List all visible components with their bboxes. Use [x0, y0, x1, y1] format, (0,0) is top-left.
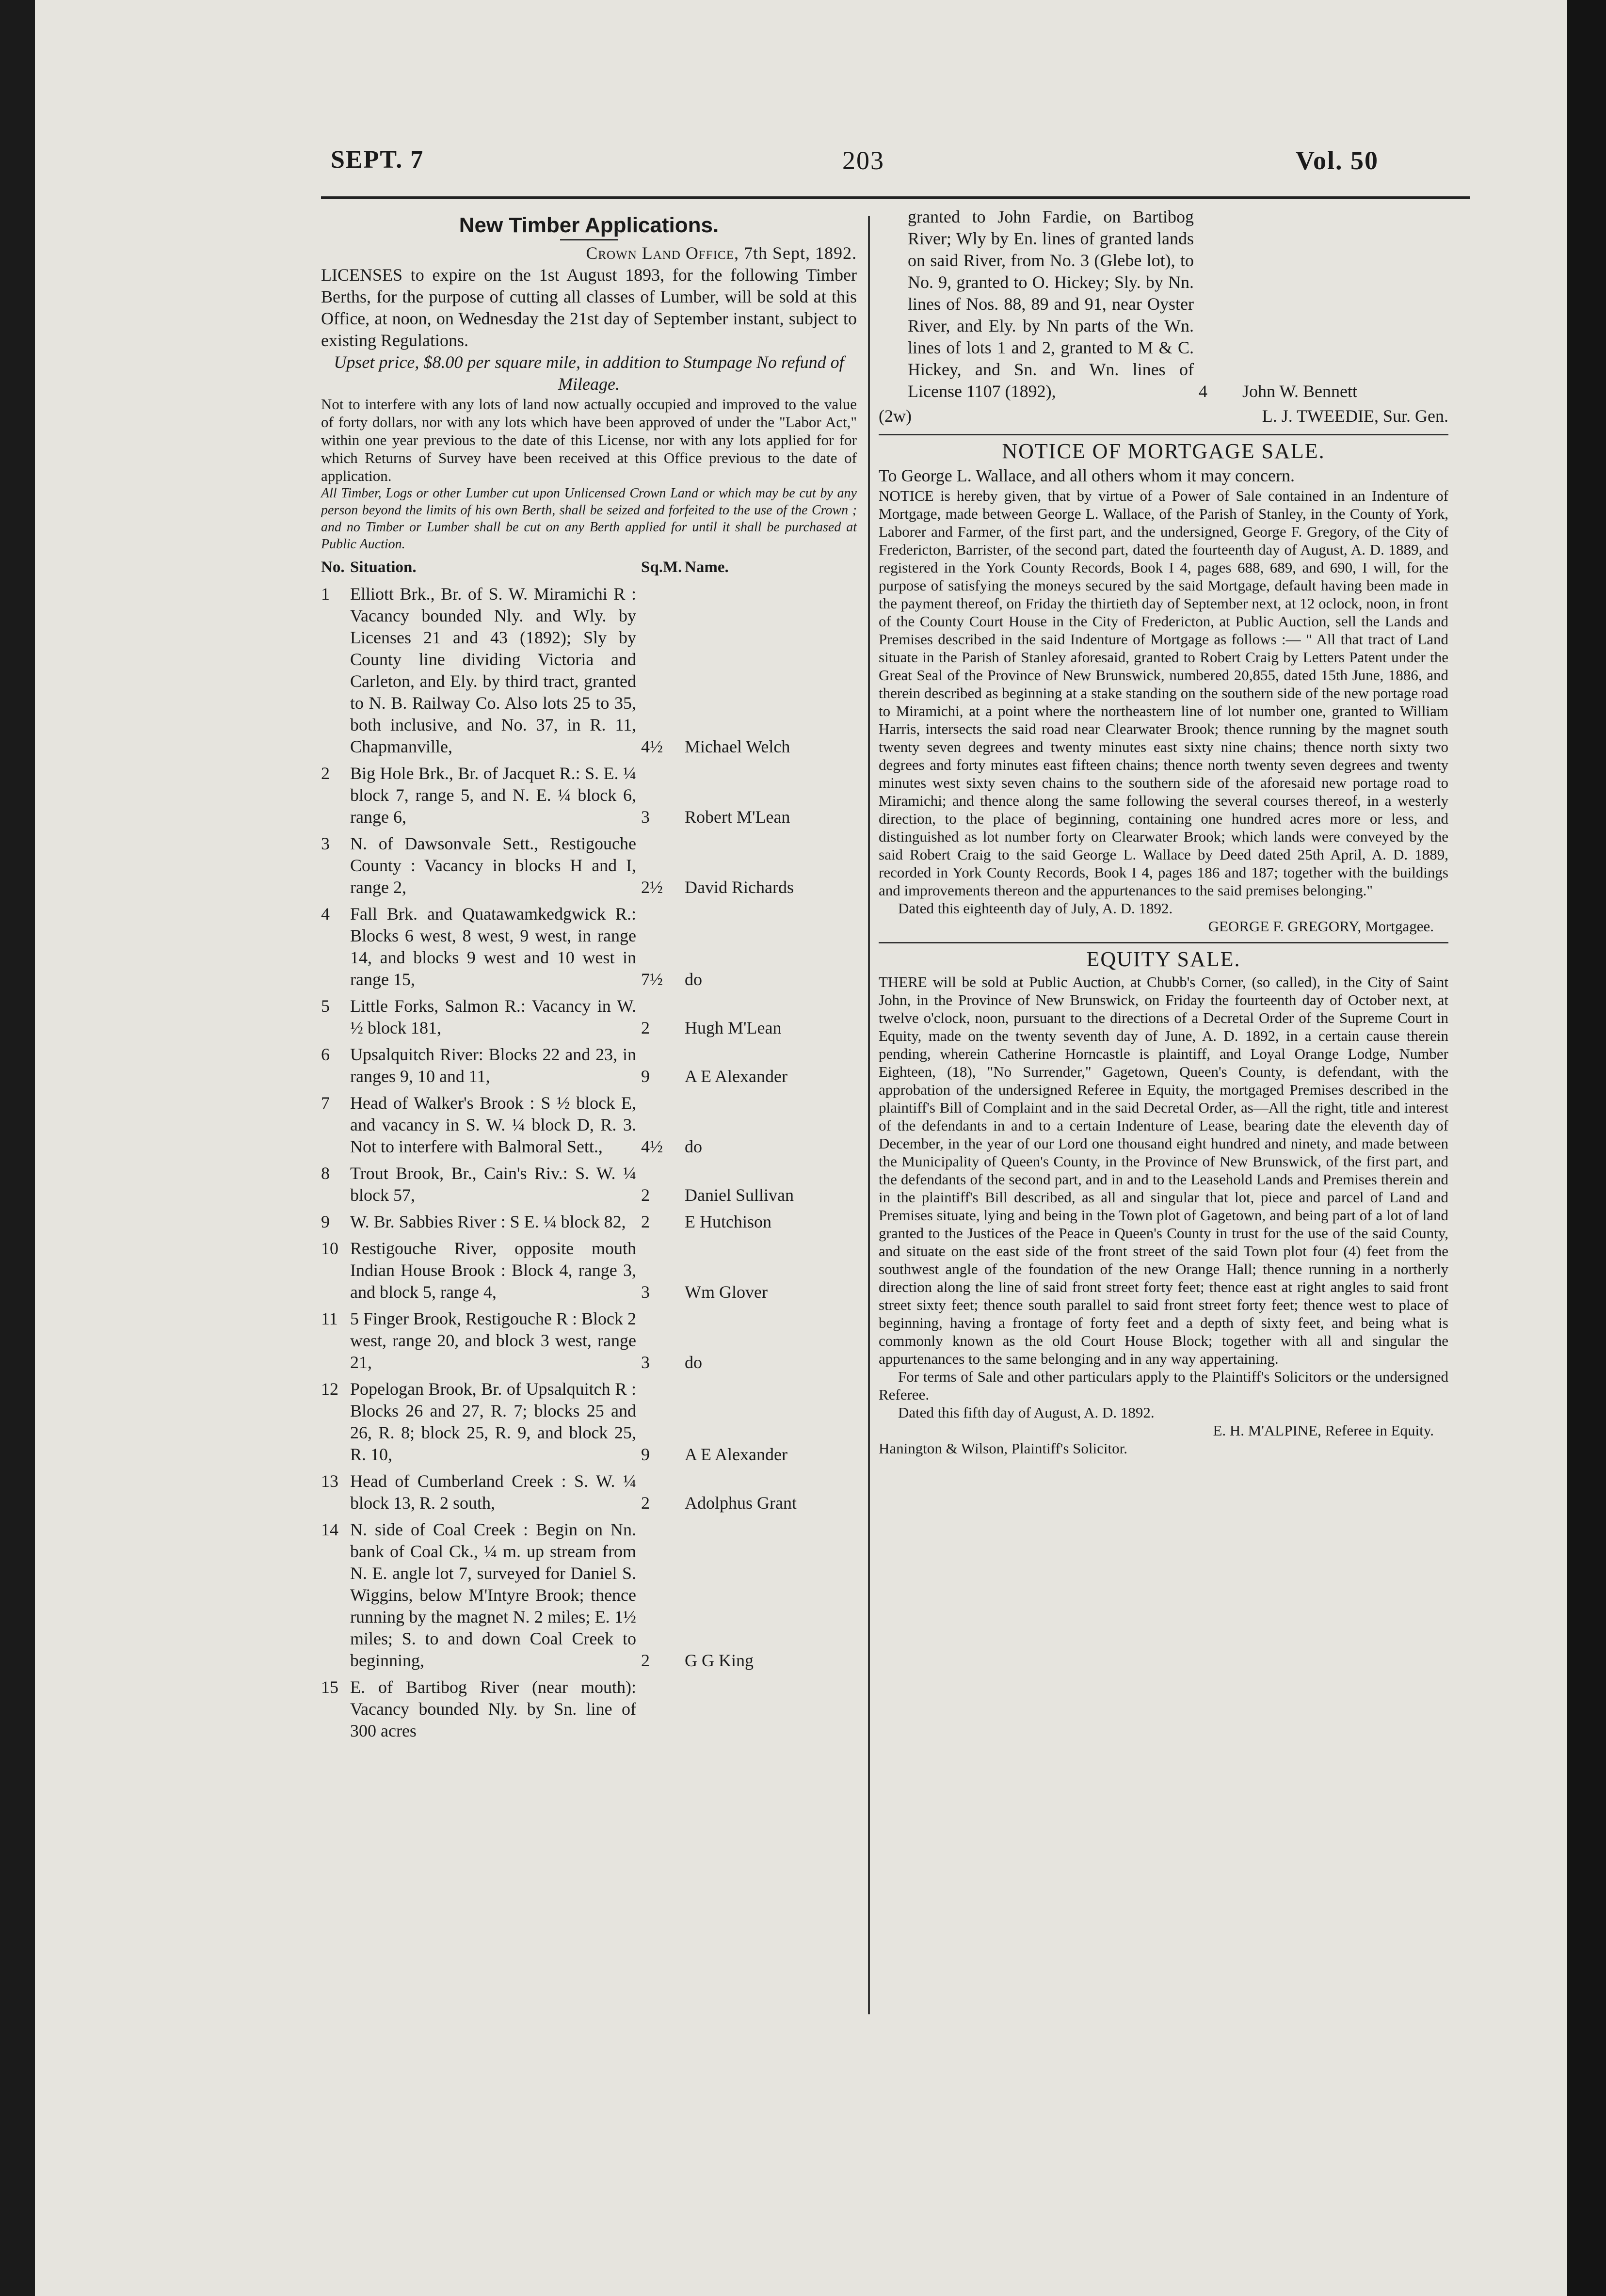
- col-no: No.: [321, 558, 345, 576]
- berth-sqm: 2: [641, 1212, 650, 1231]
- berth-name: A E Alexander: [685, 1445, 787, 1464]
- equity-terms: For terms of Sale and other particulars apply to the Plaintiff's Solicitors or the undersigned Referee.: [879, 1368, 1448, 1403]
- berth-situation: N. of Dawsonvale Sett., Restigouche County : Vacancy in blocks H and I, range 2,: [350, 834, 636, 897]
- berth-situation: Big Hole Brk., Br. of Jacquet R.: S. E. ¼ block 7, range 5, and N. E. ¼ block 6, range 6,: [350, 764, 636, 827]
- volume-number: Vol. 50: [1296, 146, 1379, 175]
- berth-situation: Elliott Brk., Br. of S. W. Miramichi R : Vacancy bounded Nly. and Wly. by Licenses 21 and 43 (1892); Sly by County line dividing Victoria and Carleton, and Ely. by third tract, granted to N. B. Railway Co. Also lots 25 to 35, both inclusive, and No. 37, in R. 11, Chapmanville,: [350, 584, 636, 756]
- header-date: SEPT. 7: [331, 146, 424, 174]
- berth-sqm: 2: [641, 1651, 650, 1670]
- title-rule: [560, 239, 618, 240]
- berth-name: do: [685, 1137, 702, 1156]
- berth-situation: Head of Cumberland Creek : S. W. ¼ block 13, R. 2 south,: [350, 1471, 636, 1513]
- berth-name: do: [685, 1353, 702, 1372]
- berth-row: [321, 995, 857, 1039]
- berth-name: Hugh M'Lean: [685, 1018, 782, 1037]
- berth-situation: Head of Walker's Brook : S ½ block E, and vacancy in S. W. ¼ block D, R. 3. Not to interfere with Balmoral Sett.,: [350, 1093, 636, 1156]
- berth-sqm: 2: [641, 1493, 650, 1513]
- berth-sqm: 9: [641, 1445, 650, 1464]
- berth-sqm: 4½: [641, 737, 663, 756]
- continuation-sqm: 4: [1199, 382, 1207, 401]
- timber-title: New Timber Applications.: [459, 213, 719, 237]
- berth-sqm: 2: [641, 1185, 650, 1205]
- berth-situation: Upsalquitch River: Blocks 22 and 23, in ranges 9, 10 and 11,: [350, 1045, 636, 1086]
- berth-number: 6: [321, 1045, 330, 1064]
- berth-row: [321, 1211, 857, 1233]
- berth-list: [321, 583, 857, 1742]
- berth-row: [321, 1378, 857, 1466]
- mortgage-to: To George L. Wallace, and all others whom it may concern.: [879, 466, 1295, 485]
- berth-number: 9: [321, 1212, 330, 1231]
- berth-row: [321, 1676, 857, 1742]
- berth-situation: W. Br. Sabbies River : S E. ¼ block 82,: [350, 1212, 626, 1231]
- dateline-date: 7th Sept, 1892.: [739, 243, 857, 263]
- mortgage-body: NOTICE is hereby given, that by virtue of a Power of Sale contained in an Indenture of Mortgage, made between George L. Wallace, of the Parish of Stanley, in the County of York, Laborer and Farmer, of the first part, and the undersigned, George F. Gregory, of the City of Fredericton, Barrister, of the second part, dated the fourteenth day of August, A. D. 1889, and registered in the York County Records, Book I 4, pages 688, 689, and 690, I will, for the purpose of satisfying the moneys secured by the said Mortgage, default having been made in the payment thereof, on Friday the thirtieth day of September next, at 12 oclock, noon, in front of the County Court House in the City of Fredericton, at Public Auction, sell the Lands and Premises described in the said Indenture of Mortgage as follows :— " All that tract of Land situate in the Parish of Stanley aforesaid, granted to Robert Craig by Letters Patent under the Great Seal of the Province of New Brunswick, numbered 20,855, dated 15th June, 1886, and therein described as beginning at a stake standing on the southern side of the new portage road to Miramichi, at a point where the northeastern line of lot number one, granted to William Harris, intersects the said road near Clearwater Brook; thence running by the magnet south twenty seven degrees and twenty minutes east sixty nine chains; thence north sixty two degrees and forty minutes east fifteen chains; thence north twenty seven degrees and twenty minutes west sixty seven chains to the southern side of the aforesaid new portage road to Miramichi; and thence along the same following the several courses thereof, in a westerly direction, to the place of beginning, containing one hundred acres more or less, and distinguished as lot number forty on Clearwater Brook; which lands were conveyed by the said Robert Craig to the said George L. Wallace by Deed dated 25th April, A. D. 1889, recorded in York County Records, Book I 4, pages 186 and 187; together with the buildings and improvements thereon and the appurtenances to the said premises belonging.": [879, 487, 1448, 899]
- surveyor-general: L. J. TWEEDIE, Sur. Gen.: [1262, 406, 1448, 426]
- berth-name: Michael Welch: [685, 737, 790, 756]
- page-number: 203: [842, 146, 884, 175]
- berth-row: [321, 763, 857, 828]
- timber-intro: LICENSES to expire on the 1st August 1893, for the following Timber Berths, for the purpose of cutting all classes of Lumber, will be sold at this Office, at noon, on Wednesday the 21st day of September instant, subject to existing Regulations.: [321, 265, 857, 350]
- dateline-office: Crown Land Office,: [586, 243, 739, 263]
- mortgage-title: NOTICE OF MORTGAGE SALE.: [1002, 439, 1325, 463]
- timber-signature: [879, 405, 1448, 427]
- equity-dated: Dated this fifth day of August, A. D. 1892.: [898, 1404, 1155, 1421]
- berth-number: 2: [321, 764, 330, 783]
- berth-number: 10: [321, 1239, 338, 1258]
- berth-sqm: 2: [641, 1018, 650, 1037]
- berth-situation: N. side of Coal Creek : Begin on Nn. bank of Coal Ck., ¼ m. up stream from N. E. angle lot 7, surveyed for Daniel S. Wiggins, below M'Intyre Brook; thence running by the magnet N. 2 miles; E. 1½ miles; S. to and down Coal Creek to beginning,: [350, 1520, 636, 1670]
- berth-situation: Popelogan Brook, Br. of Upsalquitch R : Blocks 26 and 27, R. 7; blocks 25 and 26, R. 8; block 25, R. 9, and block 25, R. 10,: [350, 1379, 636, 1464]
- berth-number: 12: [321, 1379, 338, 1399]
- continuation-name: John W. Bennett: [1242, 382, 1358, 401]
- berth-row: [321, 1044, 857, 1087]
- berth-sqm: 4½: [641, 1137, 663, 1156]
- berth-name: do: [685, 970, 702, 989]
- berth-row: [321, 583, 857, 758]
- timber-applications-column: [321, 208, 857, 1742]
- berth-number: 7: [321, 1093, 330, 1113]
- berth-continuation: [879, 206, 1448, 402]
- berth-situation: 5 Finger Brook, Restigouche R : Block 2 west, range 20, and block 3 west, range 21,: [350, 1309, 636, 1372]
- berth-situation: Restigouche River, opposite mouth Indian House Brook : Block 4, range 3, and block 5, range 4,: [350, 1239, 636, 1302]
- berth-row: [321, 1470, 857, 1514]
- timber-dateline: [321, 242, 857, 264]
- berth-sqm: 3: [641, 1353, 650, 1372]
- berth-row: [321, 903, 857, 990]
- col-name: Name.: [685, 558, 729, 576]
- berth-name: Robert M'Lean: [685, 807, 790, 827]
- newspaper-page: [35, 0, 1567, 2296]
- seizure-warning: All Timber, Logs or other Lumber cut upon Unlicensed Crown Land or which may be cut by any person beyond the limits of his own Berth, shall be seized and forfeited to the use of the Crown ; and no Timber or Lumber shall be cut on any Berth applied for until it shall be purchased at Public Auction.: [321, 486, 857, 552]
- berth-number: 13: [321, 1471, 338, 1491]
- berth-name: Daniel Sullivan: [685, 1185, 794, 1205]
- section-rule: [879, 434, 1448, 435]
- issue-marker: (2w): [879, 406, 912, 426]
- berth-name: Wm Glover: [685, 1282, 768, 1302]
- berth-name: David Richards: [685, 877, 794, 897]
- equity-body: THERE will be sold at Public Auction, at Chubb's Corner, (so called), in the City of Saint John, in the Province of New Brunswick, on Friday the fourteenth day of October next, at twelve o'clock, noon, pursuant to the directions of a Decretal Order of the Supreme Court in Equity, made on the twenty seventh day of June, A. D. 1892, in a certain cause therein pending, wherein Catherine Horncastle is plaintiff, and Loyal Orange Lodge, Number Eighteen, (18), "No Surrender," Gagetown, Queen's County, is defendant, with the approbation of the undersigned Referee in Equity, the mortgaged Premises described in the plaintiff's Bill of Complaint and in the said Decretal Order, as—All the right, title and interest of the defendants in and to a certain Indenture of Lease, bearing date the eleventh day of December, in the year of our Lord one thousand eight hundred and ninety, and made between the Municipality of Queen's County, in the Province of New Brunswick, of the first part, and the defendants of the second part, and in and to the Leasehold Lands and Premises therein and in the plaintiff's Bill described, as all and singular that lot, piece and parcel of Land and Premises situate, lying and being in the Town plot of Gagetown, and being part of a lot of land granted to the Justices of the Peace in Queen's County in trust for the use of the said County, and situate on the east side of the front street of the said Town plot four (4) feet from the southwest angle of the foundation of the new Orange Hall; thence running in a northerly direction along the line of said front street forty feet; thence east at right angles to said front street sixty feet; thence south parallel to said front street forty feet; thence west to place of beginning, having a frontage of forty feet and a depth of sixty feet, and being what is commonly known as the old Court House Block; together with all and singular the appurtenances to the same belonging and in any way appertaining.: [879, 973, 1448, 1367]
- equity-signature: E. H. M'ALPINE, Referee in Equity.: [1213, 1422, 1434, 1439]
- table-header: [321, 557, 857, 578]
- berth-row: [321, 1519, 857, 1672]
- berth-situation: Little Forks, Salmon R.: Vacancy in W. ½ block 181,: [350, 996, 636, 1037]
- berth-sqm: 3: [641, 1282, 650, 1302]
- berth-number: 1: [321, 584, 330, 604]
- berth-number: 3: [321, 834, 330, 853]
- berth-row: [321, 1238, 857, 1303]
- berth-sqm: 3: [641, 807, 650, 827]
- col-situation: Situation.: [350, 558, 417, 576]
- berth-name: G G King: [685, 1651, 754, 1670]
- berth-name: Adolphus Grant: [685, 1493, 797, 1513]
- berth-situation: Trout Brook, Br., Cain's Riv.: S. W. ¼ block 57,: [350, 1164, 636, 1205]
- upset-price: Upset price, $8.00 per square mile, in addition to Stumpage No refund of Mileage.: [334, 352, 844, 394]
- equity-title: EQUITY SALE.: [1086, 947, 1241, 971]
- berth-sqm: 2½: [641, 877, 663, 897]
- column-divider: [868, 216, 870, 2014]
- berth-row: [321, 1163, 857, 1206]
- section-rule-2: [879, 942, 1448, 943]
- berth-situation: E. of Bartibog River (near mouth): Vacancy bounded Nly. by Sn. line of 300 acres: [350, 1677, 636, 1740]
- header-rule: [321, 196, 1470, 199]
- berth-name: E Hutchison: [685, 1212, 771, 1231]
- berth-number: 15: [321, 1677, 338, 1697]
- mortgage-signature: GEORGE F. GREGORY, Mortgagee.: [1208, 918, 1434, 935]
- berth-row: [321, 833, 857, 898]
- berth-number: 4: [321, 904, 330, 924]
- berth-number: 11: [321, 1309, 338, 1328]
- berth-number: 14: [321, 1520, 338, 1539]
- berth-row: [321, 1092, 857, 1158]
- berth-row: [321, 1308, 857, 1373]
- berth-situation: Fall Brk. and Quatawamkedgwick R.: Blocks 6 west, 8 west, 9 west, in range 14, and blocks 9 west and 10 west in range 15,: [350, 904, 636, 989]
- continuation-text: granted to John Fardie, on Bartibog River; Wly by En. lines of granted lands on said River, from No. 3 (Glebe lot), to No. 9, granted to O. Hickey; Sly. by Nn. lines of Nos. 88, 89 and 91, near Oyster River, and Ely. by Nn parts of the Wn. lines of lots 1 and 2, granted to M & C. Hickey, and Sn. and Wn. lines of License 1107 (1892),: [908, 207, 1194, 401]
- equity-solicitor: Hanington & Wilson, Plaintiff's Solicitor.: [879, 1440, 1127, 1457]
- mortgage-dated: Dated this eighteenth day of July, A. D. 1892.: [898, 900, 1173, 917]
- interference-notice: Not to interfere with any lots of land now actually occupied and improved to the value of forty dollars, nor with any lots which have been approved of under the "Labor Act," within one year previous to the date of this License, nor with any lots applied for for which Returns of Survey have been received at this Office previous to the date of application.: [321, 396, 857, 484]
- berth-sqm: 9: [641, 1067, 650, 1086]
- col-sqm: Sq.M.: [641, 558, 682, 576]
- scan-border: [1567, 0, 1606, 2296]
- berth-number: 8: [321, 1164, 330, 1183]
- right-column: [879, 206, 1448, 1457]
- berth-sqm: 7½: [641, 970, 663, 989]
- berth-number: 5: [321, 996, 330, 1016]
- berth-name: A E Alexander: [685, 1067, 787, 1086]
